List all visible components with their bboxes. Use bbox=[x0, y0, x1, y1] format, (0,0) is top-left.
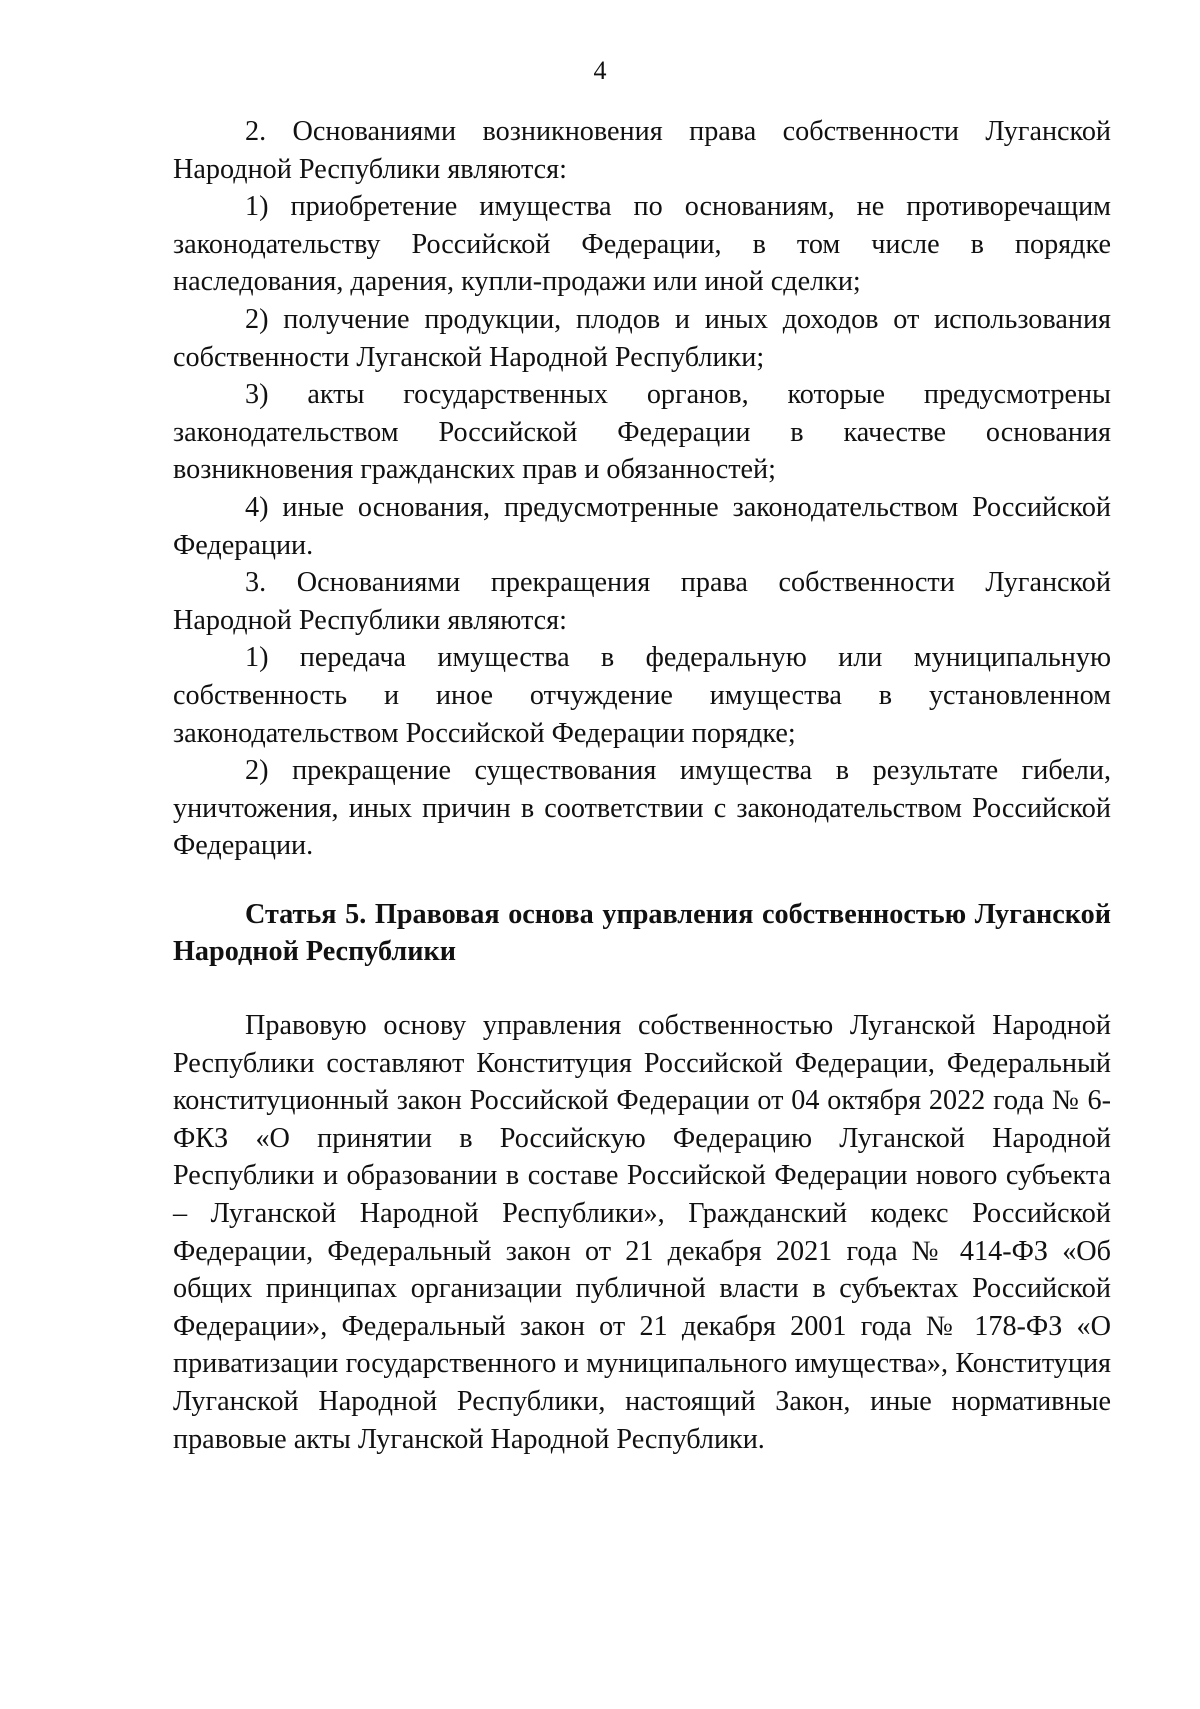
section-2-item-4: 4) иные основания, предусмотренные законодательством Российской Федерации. bbox=[173, 491, 1111, 561]
section-2-item-2: 2) получение продукции, плодов и иных доходов от использования собственности Луганской Народной Республики; bbox=[173, 303, 1111, 373]
section-2-item-3: 3) акты государственных органов, которые предусмотрены законодательством Российской Федерации в качестве основания возникновения гражданских прав и обязанностей; bbox=[173, 379, 1111, 486]
page-number: 4 bbox=[593, 56, 607, 85]
section-2-intro: 2. Основаниями возникновения права собственности Луганской Народной Республики являются: bbox=[173, 116, 1111, 185]
section-3-item-2: 2) прекращение существования имущества в результате гибели, уничтожения, иных причин в соответствии с законодательством Российской Федерации. bbox=[173, 755, 1111, 862]
article-5-body: Правовую основу управления собственностью Луганской Народной Республики составляют Конституция Российской Федерации, Федеральный конституционный закон Российской Федерации от 04 октября 2022 года № 6-ФКЗ «О принятии в Российскую Федерацию Луганской Народной Республики и образовании в составе Российской Федерации нового субъекта – Луганской Народной Республики», Гражданский кодекс Российской Федерации, Федеральный закон от 21 декабря 2021 года № 414-ФЗ «Об общих принципах организации публичной власти в субъектах Российской Федерации», Федеральный закон от 21 декабря 2001 года № 178-ФЗ «О приватизации государственного и муниципального имущества», Конституция Луганской Народной Республики, настоящий Закон, иные нормативные правовые акты Луганской Народной Республики. bbox=[173, 1010, 1111, 1455]
section-2-item-1: 1) приобретение имущества по основаниям, не противоречащим законодательству Российской Федерации, в том числе в порядке наследования, дарения, купли-продажи или иной сделки; bbox=[173, 191, 1111, 298]
document-body bbox=[173, 113, 1111, 1458]
section-3-intro: 3. Основаниями прекращения права собственности Луганской Народной Республики являются: bbox=[173, 567, 1111, 636]
article-5-heading: Статья 5. Правовая основа управления собственностью Луганской Народной Республики bbox=[173, 898, 1111, 968]
section-3-item-1: 1) передача имущества в федеральную или муниципальную собственность и иное отчуждение имущества в установленном законодательством Российской Федерации порядке; bbox=[173, 642, 1111, 749]
article-5-body-container bbox=[173, 1007, 1111, 1458]
